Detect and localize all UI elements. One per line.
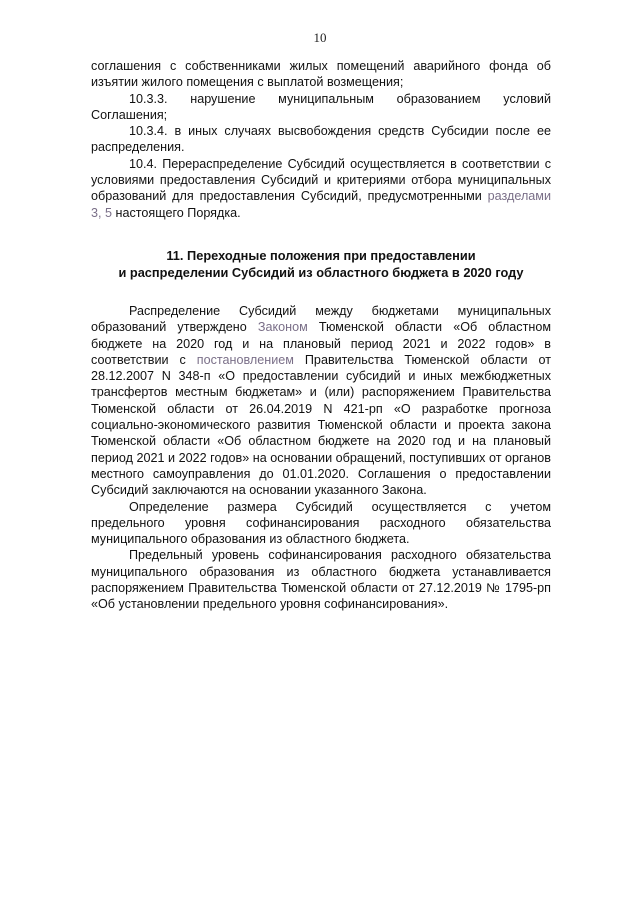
paragraph-distribution (91, 303, 551, 499)
paragraph-10-3-4: 10.3.4. в иных случаях высвобождения средств Субсидии после ее распределения. (91, 124, 551, 155)
paragraph-10-4 (91, 156, 551, 221)
link-sections-3-5[interactable]: разделами 3, 5 (91, 189, 551, 220)
document-body (91, 58, 551, 613)
page-number: 10 (313, 30, 327, 45)
link-law[interactable]: Законом (257, 320, 308, 335)
section-11-title-line-1: 11. Переходные положения при предоставлении (166, 247, 476, 263)
link-resolution[interactable]: постановлением (196, 352, 294, 367)
paragraph-10-4-text-before: 10.4. Перераспределение Субсидий осуществляется в соответствии с условиями предоставления Субсидий и критериями отбора муниципальных образований для предоставления Субсидий, предусмотренными (91, 156, 551, 204)
paragraph-10-3-3: 10.3.3. нарушение муниципальным образованием условий Соглашения; (91, 91, 551, 122)
paragraph-10-4-text-after: настоящего Порядка. (112, 205, 241, 220)
section-11-title-line-2: и распределении Субсидий из областного бюджета в 2020 году (118, 264, 524, 280)
paragraph-distribution-part-2: Тюменской области «Об областном бюджете на 2020 год и на плановый период 2021 и 2022 годов» в соответствии с (91, 320, 551, 367)
paragraph-determination: Определение размера Субсидий осуществляется с учетом предельного уровня софинансирования расходного обязательства муниципального образования из областного бюджета. (91, 499, 551, 547)
paragraph-limit: Предельный уровень софинансирования расходного обязательства муниципального образования из областного бюджета устанавливается распоряжением Правительства Тюменской области от 27.12.2019 № 1795-рп «Об установлении предельного уровня софинансирования». (91, 548, 551, 612)
section-11-heading (91, 247, 551, 281)
paragraph-continued: соглашения с собственниками жилых помещений аварийного фонда об изъятии жилого помещения с выплатой возмещения; (91, 59, 551, 90)
paragraph-distribution-part-3: Правительства Тюменской области от 28.12.2007 N 348-п «О предоставлении субсидий и иных межбюджетных трансфертов местным бюджетам» и (или) распоряжением Правительства Тюменской области от 26.04.2019 N 421-рп «О разработке прогноза социально-экономического развития Тюменской области и проекта закона Тюменской области «Об областном бюджете на 2020 год и на плановый период 2021 и 2022 годов» на основании обращений, поступивших от органов местного самоуправления до 01.01.2020. Соглашения о предоставлении Субсидий заключаются на основании указанного Закона. (91, 352, 551, 498)
paragraph-distribution-part-1: Распределение Субсидий между бюджетами муниципальных образований утверждено (91, 303, 551, 335)
